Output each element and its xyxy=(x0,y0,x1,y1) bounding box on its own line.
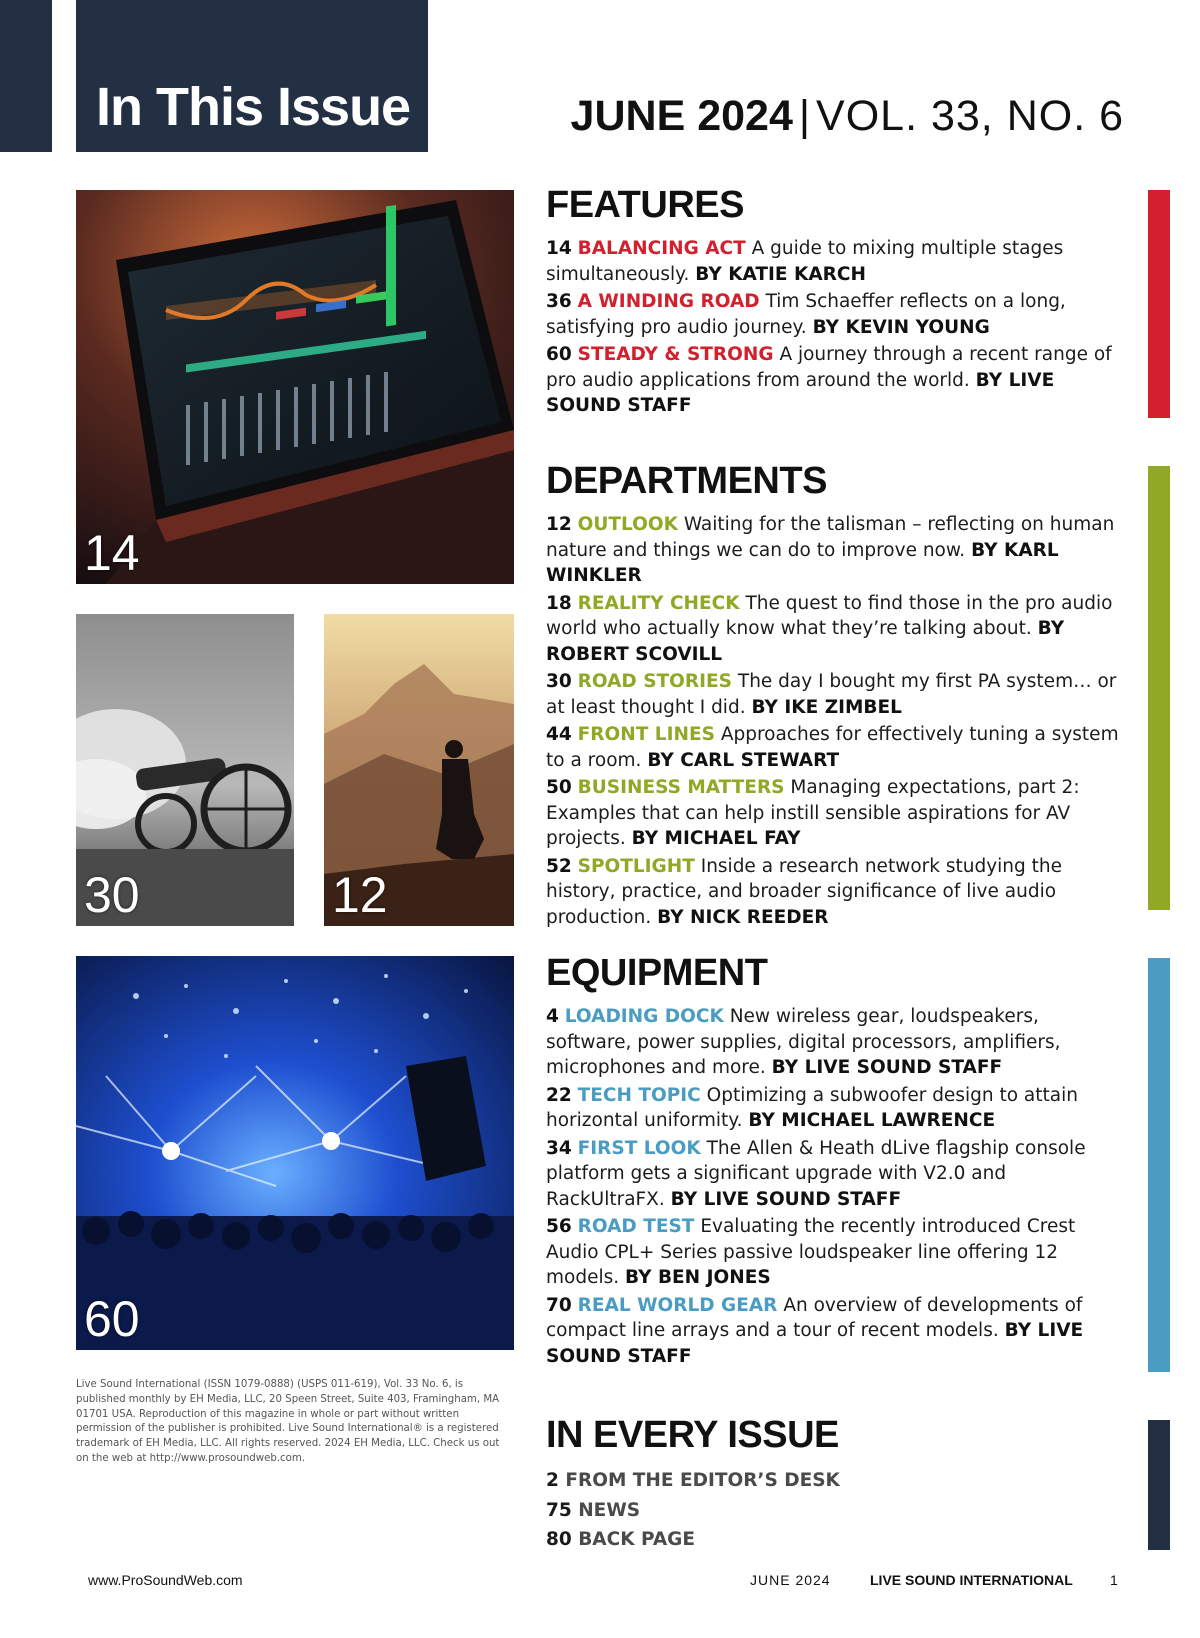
toc-entry[interactable] xyxy=(546,342,1126,419)
toc-byline: BY LIVE SOUND STAFF xyxy=(546,1320,1084,1367)
toc-page-number: 44 xyxy=(546,724,572,745)
toc-byline: BY KEVIN YOUNG xyxy=(812,316,990,338)
toc-page-number: 60 xyxy=(546,344,572,365)
equipment-color-bar xyxy=(1148,958,1170,1372)
toc-article-title: REAL WORLD GEAR xyxy=(577,1294,778,1316)
toc-description: The Allen & Heath dLive flagship console platform gets a significant upgrade with V2.0 and RackUltraFX. xyxy=(546,1137,1086,1210)
features-section xyxy=(546,184,1126,421)
toc-page-number: 34 xyxy=(546,1137,572,1159)
toc-page-number: 75 xyxy=(546,1499,572,1521)
toc-article-title: BALANCING ACT xyxy=(577,238,746,259)
footer-page-number: 1 xyxy=(1110,1572,1118,1588)
photo-mountain-silhouette[interactable] xyxy=(324,614,514,926)
toc-article-title: REALITY CHECK xyxy=(577,592,740,614)
toc-byline: BY MICHAEL LAWRENCE xyxy=(748,1110,996,1131)
toc-page-number: 50 xyxy=(546,777,572,798)
legal-notice: Live Sound International (ISSN 1079-0888) (USPS 011-619), Vol. 33 No. 6, is published monthly by EH Media, LLC, 20 Speen Street, Suite 403, Framingham, MA 01701 USA. Reproduction of this magazine in whole or part without written permission of the publisher is prohibited. Live Sound International® is a registered trademark of EH Media, LLC. All rights reserved. 2024 EH Media, LLC. Check us out on the web at http://www.prosoundweb.com. xyxy=(76,1379,500,1464)
toc-byline: BY NICK REEDER xyxy=(657,906,829,928)
toc-entry[interactable] xyxy=(546,775,1126,852)
every-issue-heading: IN EVERY ISSUE xyxy=(546,1414,839,1456)
photo-page-number: 12 xyxy=(332,867,388,923)
toc-entry[interactable] xyxy=(546,1004,1126,1081)
toc-description: Tim Schaeffer reflects on a long, satisfying pro audio journey. xyxy=(546,291,1066,338)
toc-article-title: LOADING DOCK xyxy=(564,1006,724,1027)
toc-article-title: ROAD TEST xyxy=(577,1216,695,1237)
toc-article-title: ROAD STORIES xyxy=(577,671,732,692)
features-color-bar xyxy=(1148,190,1170,418)
toc-description: The quest to find those in the pro audio world who actually know what they’re talking about. xyxy=(546,592,1113,639)
toc-article-title: BUSINESS MATTERS xyxy=(577,777,785,798)
toc-article-title: A WINDING ROAD xyxy=(577,291,760,312)
toc-article-title: FRONT LINES xyxy=(577,724,715,745)
departments-section xyxy=(546,460,1126,932)
toc-description: Approaches for effectively tuning a system to a room. xyxy=(546,724,1119,771)
toc-page-number: 12 xyxy=(546,514,572,535)
toc-byline: BY IKE ZIMBEL xyxy=(751,696,902,718)
toc-byline: BY LIVE SOUND STAFF xyxy=(670,1188,902,1210)
toc-byline: BY ROBERT SCOVILL xyxy=(546,618,1065,665)
toc-article-title: NEWS xyxy=(578,1499,641,1521)
toc-description: The day I bought my first PA system… or at least thought I did. xyxy=(546,671,1117,718)
toc-entry[interactable] xyxy=(546,289,1126,340)
toc-entry[interactable] xyxy=(546,236,1126,287)
toc-page-number: 22 xyxy=(546,1084,572,1106)
toc-byline: BY CARL STEWART xyxy=(647,749,840,771)
toc-entry[interactable] xyxy=(546,854,1126,931)
every-issue-section xyxy=(546,1414,1126,1555)
toc-byline: BY MICHAEL FAY xyxy=(631,828,801,849)
toc-description: Managing expectations, part 2: Examples that can help instill sensible aspirations for AV projects. xyxy=(546,777,1080,849)
toc-description: Waiting for the talisman – reflecting on human nature and things we can do to improve now. xyxy=(546,514,1115,561)
toc-byline: BY LIVE SOUND STAFF xyxy=(546,369,1055,416)
toc-byline: BY LIVE SOUND STAFF xyxy=(771,1057,1003,1078)
toc-description: New wireless gear, loudspeakers, software, power supplies, digital processors, amplifiers, microphones and more. xyxy=(546,1006,1061,1078)
toc-description: Evaluating the recently introduced Crest Audio CPL+ Series passive loudspeaker line offering 12 models. xyxy=(546,1216,1076,1288)
toc-article-title: STEADY & STRONG xyxy=(577,344,774,365)
photo-concert[interactable] xyxy=(76,956,514,1350)
issue-separator: | xyxy=(798,92,811,140)
toc-article-title: TECH TOPIC xyxy=(577,1084,701,1106)
toc-description: An overview of developments of compact line arrays and a tour of recent models. xyxy=(546,1294,1083,1341)
laptop-illustration xyxy=(76,190,514,584)
equipment-heading: EQUIPMENT xyxy=(546,952,768,994)
toc-page-number: 2 xyxy=(546,1470,559,1491)
toc-byline: BY BEN JONES xyxy=(625,1267,771,1288)
toc-description: Inside a research network studying the history, practice, and broader significance of live audio production. xyxy=(546,855,1062,928)
issue-date: JUNE 2024 xyxy=(570,92,793,140)
toc-article-title: FROM THE EDITOR’S DESK xyxy=(565,1470,840,1491)
toc-description: Optimizing a subwoofer design to attain horizontal uniformity. xyxy=(546,1084,1078,1131)
toc-description: A journey through a recent range of pro audio applications from around the world. xyxy=(546,344,1112,391)
toc-article-title: FIRST LOOK xyxy=(577,1137,701,1159)
toc-page-number: 18 xyxy=(546,592,572,614)
toc-article-title: BACK PAGE xyxy=(578,1529,695,1550)
toc-entry[interactable] xyxy=(546,1136,1126,1213)
footer-magazine-name: LIVE SOUND INTERNATIONAL xyxy=(870,1572,1073,1588)
toc-page-number: 30 xyxy=(546,671,572,692)
photo-mixing-laptop[interactable] xyxy=(76,190,514,584)
toc-entry[interactable] xyxy=(546,1496,1126,1526)
toc-entry[interactable] xyxy=(546,512,1126,589)
toc-page-number: 4 xyxy=(546,1006,559,1027)
photo-page-number: 60 xyxy=(84,1291,140,1347)
concert-illustration xyxy=(76,956,514,1350)
footer-issue-month: JUNE 2024 xyxy=(750,1572,831,1588)
photo-page-number: 30 xyxy=(84,867,140,923)
every-issue-color-bar xyxy=(1148,1420,1170,1550)
footer-website-link[interactable]: www.ProSoundWeb.com xyxy=(88,1572,243,1588)
toc-entry[interactable] xyxy=(546,1466,1126,1496)
toc-page-number: 80 xyxy=(546,1529,572,1550)
toc-byline: BY KATIE KARCH xyxy=(695,263,866,285)
toc-description: A guide to mixing multiple stages simultaneously. xyxy=(546,238,1064,285)
toc-page-number: 56 xyxy=(546,1216,572,1237)
toc-page-number: 36 xyxy=(546,291,572,312)
header-accent-tab xyxy=(0,0,52,152)
toc-entry[interactable] xyxy=(546,722,1126,773)
toc-entry[interactable] xyxy=(546,1083,1126,1134)
photo-cannon[interactable] xyxy=(76,614,294,926)
equipment-section xyxy=(546,952,1126,1371)
toc-entry[interactable] xyxy=(546,1214,1126,1291)
toc-article-title: OUTLOOK xyxy=(577,514,678,535)
toc-entry[interactable] xyxy=(546,669,1126,720)
toc-byline: BY KARL WINKLER xyxy=(546,539,1059,586)
features-heading: FEATURES xyxy=(546,184,744,226)
toc-article-title: SPOTLIGHT xyxy=(577,855,695,877)
departments-heading: DEPARTMENTS xyxy=(546,460,827,502)
issue-volume: VOL. 33, NO. 6 xyxy=(816,92,1124,140)
page-title: In This Issue xyxy=(96,77,411,137)
photo-page-number: 14 xyxy=(84,525,140,581)
issue-info xyxy=(571,92,1124,141)
toc-entry[interactable] xyxy=(546,1293,1126,1370)
toc-entry[interactable] xyxy=(546,1525,1126,1555)
toc-entry[interactable] xyxy=(546,591,1126,668)
toc-page-number: 14 xyxy=(546,238,572,259)
departments-color-bar xyxy=(1148,466,1170,910)
toc-page-number: 52 xyxy=(546,855,572,877)
toc-page-number: 70 xyxy=(546,1294,572,1316)
